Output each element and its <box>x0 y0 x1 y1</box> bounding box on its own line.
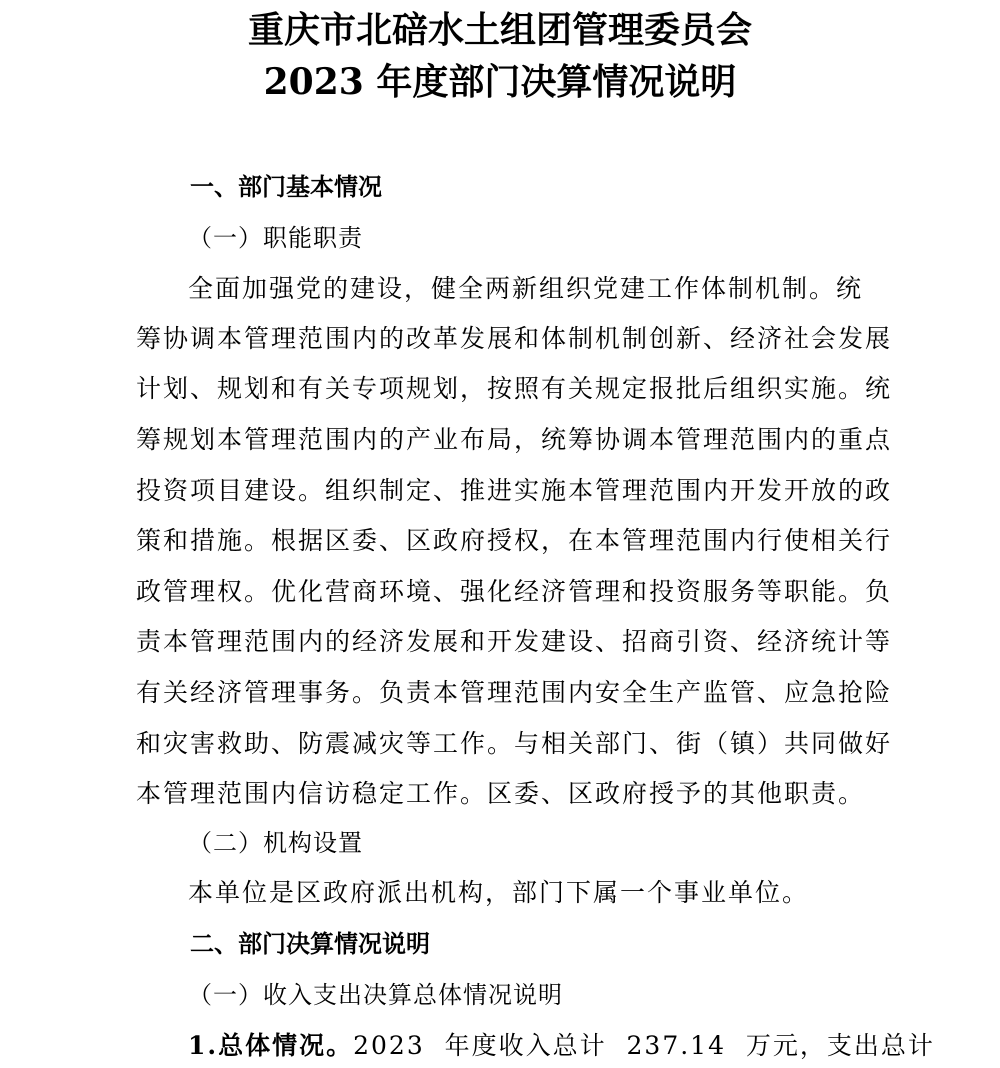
document-subtitle: 2023 年度部门决算情况说明 <box>263 61 737 103</box>
duties-line: 筹协调本管理范围内的改革发展和体制机制创新、经济社会发展 <box>136 324 893 353</box>
duties-line: 责本管理范围内的经济发展和开发建设、招商引资、经济统计等 <box>136 627 893 656</box>
duties-line: 筹规划本管理范围内的产业布局，统筹协调本管理范围内的重点 <box>136 425 893 454</box>
duties-line: 政管理权。优化营商环境、强化经济管理和投资服务等职能。负 <box>136 577 893 606</box>
duties-line: 投资项目建设。组织制定、推进实施本管理范围内开发开放的政 <box>136 476 893 505</box>
overall-text: 2023 年度收入总计 237.14 万元，支出总计 <box>353 1031 935 1060</box>
organization-text: 本单位是区政府派出机构，部门下属一个事业单位。 <box>188 878 810 907</box>
duties-line: 计划、规划和有关专项规划，按照有关规定报批后组织实施。统 <box>136 374 893 403</box>
overall-label: 1.总体情况。 <box>188 1031 354 1060</box>
duties-line: 本管理范围内信访稳定工作。区委、区政府授予的其他职责。 <box>136 779 866 808</box>
section-heading-final-accounts: 二、部门决算情况说明 <box>190 930 430 958</box>
overall-paragraph <box>188 1029 935 1063</box>
duties-line: 有关经济管理事务。负责本管理范围内安全生产监管、应急抢险 <box>136 678 893 707</box>
subheading-income-expenditure: （一）收入支出决算总体情况说明 <box>188 981 563 1009</box>
duties-line: 策和措施。根据区委、区政府授权，在本管理范围内行使相关行 <box>136 526 893 555</box>
subheading-duties: （一）职能职责 <box>188 224 363 252</box>
duties-line: 和灾害救助、防震减灾等工作。与相关部门、街（镇）共同做好 <box>136 729 893 758</box>
subheading-organization: （二）机构设置 <box>188 829 363 857</box>
duties-line: 全面加强党的建设，健全两新组织党建工作体制机制。统 <box>188 274 864 303</box>
document-title: 重庆市北碚水土组团管理委员会 <box>247 9 752 51</box>
section-heading-basic-info: 一、部门基本情况 <box>190 173 382 201</box>
